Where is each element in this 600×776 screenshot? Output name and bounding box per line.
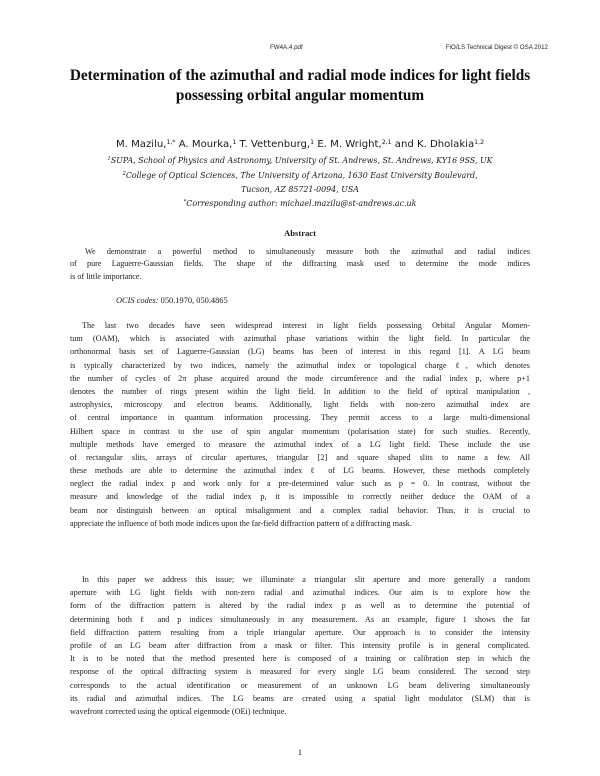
author: and K. Dholakia$^{1,2}$ <box>394 139 485 150</box>
header-journal: FiO/LS Technical Digest © OSA 2012 <box>445 44 548 51</box>
text-line: tum (OAM), which is associated with azimuthal phase variations within the light field. In particular the <box>70 334 530 344</box>
text-line: of central importance in quantum information processing. They permit access to a large multi-dimensional <box>70 413 530 423</box>
text-line: measure and knowledge of the radial index p, it is impossible to correctly neither deduce the OAM of a <box>70 492 530 502</box>
text-line: these methods are able to determine the azimuthal index ℓ of LG beams. However, these methods completely <box>70 466 530 476</box>
text-line: In this paper we address this issue; we illuminate a triangular slit aperture and more generally a random <box>82 575 530 584</box>
affiliation: $^1$SUPA, School of Physics and Astronomy, University of St. Andrews, St. Andrews, KY16 9SS, UK <box>107 156 493 165</box>
text-line: neglect the radial index p and work only for a pre-determined value such as p = 0. In contrast, without the <box>70 479 530 489</box>
text-line: field diffraction pattern resulting from a triple triangular aperture. Our approach is to consider the intensity <box>70 627 530 637</box>
text-line: its radial and azimuthal indices. The LG beams are created using a spatial light modulator (SLM) that is <box>70 693 530 703</box>
text-line: astrophysics, microscopy and electron beams. Additionally, light fields with non-zero azimuthal index are <box>70 400 530 410</box>
author: A. Mourka,$^1$ <box>178 139 237 150</box>
text-line: beam nor distinguish between an optical misalignment and a complex radial behavior. Thus, it is crucial to <box>70 505 530 515</box>
abstract-line: is of little importance. <box>70 271 142 281</box>
text-line: It is to be noted that the method presented here is composed of a training or calibration step in which the <box>70 654 530 664</box>
abstract-line: We demonstrate a powerful method to simultaneously measure both the azimuthal and radial indices <box>85 247 530 256</box>
text-line: appreciate the influence of both mode indices upon the far-field diffraction pattern of a diffracting mask. <box>70 518 412 528</box>
paper-title: Determination of the azimuthal and radial mode indices for light fields possessing orbital angular momentum <box>69 67 531 104</box>
ocis-codes <box>116 296 228 305</box>
author: E. M. Wright,$^{2,1}$ <box>317 139 392 150</box>
author: T. Vettenburg,$^1$ <box>239 139 315 150</box>
header-filename: FW4A.4.pdf <box>270 44 303 51</box>
ocis-label: OCIS codes: <box>116 296 159 305</box>
abstract-line: of pure Laguerre-Gaussian fields. The shape of the diffracting mask used to determine the mode indices <box>70 259 530 269</box>
author-list <box>60 139 540 150</box>
body-paragraph-2 <box>70 573 530 718</box>
page-number: 1 <box>297 748 303 757</box>
author: M. Mazilu,$^{1,*}$ <box>115 139 176 150</box>
body-paragraph-1 <box>70 319 530 530</box>
text-line: wavefront corrected using the optical eigenmode (OEi) technique. <box>70 706 287 716</box>
abstract-heading: Abstract <box>284 228 316 238</box>
affiliation: $^2$College of Optical Sciences, The University of Arizona, 1630 East University Boulevard, <box>122 171 478 180</box>
text-line: is typically characterized by two indices, namely the azimuthal index or topological charge ℓ, which denotes <box>70 360 530 370</box>
affiliation: Tucson, AZ 85721-0094, USA <box>241 185 359 194</box>
text-line: The last two decades have seen widespread interest in light fields possessing Orbital Angular Momen- <box>82 321 530 330</box>
text-line: denotes the number of rings present within the light field. In addition to the field of optical manipulation , <box>70 386 530 396</box>
text-line: profile of an LG beam after diffraction from a mask or filter. This intensity profile is in general complicated. <box>70 640 530 650</box>
text-line: corresponds to the actual identification or measurement of an unknown LG beam delivering simultaneously <box>70 680 530 690</box>
abstract-text <box>70 246 530 283</box>
text-line: orthonormal basis set of Laguerre-Gaussian (LG) beams has been of interest in this regard [1]. A LG beam <box>70 347 530 357</box>
text-line: multiple methods have emerged to measure the azimuthal index of a LG light field. These include the use <box>70 439 530 449</box>
text-line: response of the optical diffracting system is measured for every single LG beam considered. The second step <box>70 667 530 677</box>
corresponding-author: *Corresponding author: michael.mazilu@st-andrews.ac.uk <box>183 199 417 208</box>
text-line: of rectangular slits, arrays of circular apertures, triangular [2] and square shaped slits to name a few. All <box>70 452 530 462</box>
ocis-values: 050.1970, 050.4865 <box>160 296 228 305</box>
text-line: form of the diffraction pattern is altered by the radial index p as well as to determine the potential of <box>70 601 530 611</box>
text-line: the number of cycles of 2π phase acquired around the mode circumference and the radial index p, where p+1 <box>70 373 530 383</box>
text-line: determining both ℓ and p indices simultaneously in any measurement. As an example, figure 1 shows the far <box>70 614 530 624</box>
text-line: Hilbert space in contrast to the use of spin angular momentum (polarisation state) for such studies. Recently, <box>70 426 530 436</box>
text-line: aperture with LG light fields with non-zero radial and azimuthal indices. Our aim is to explore how the <box>70 588 530 598</box>
